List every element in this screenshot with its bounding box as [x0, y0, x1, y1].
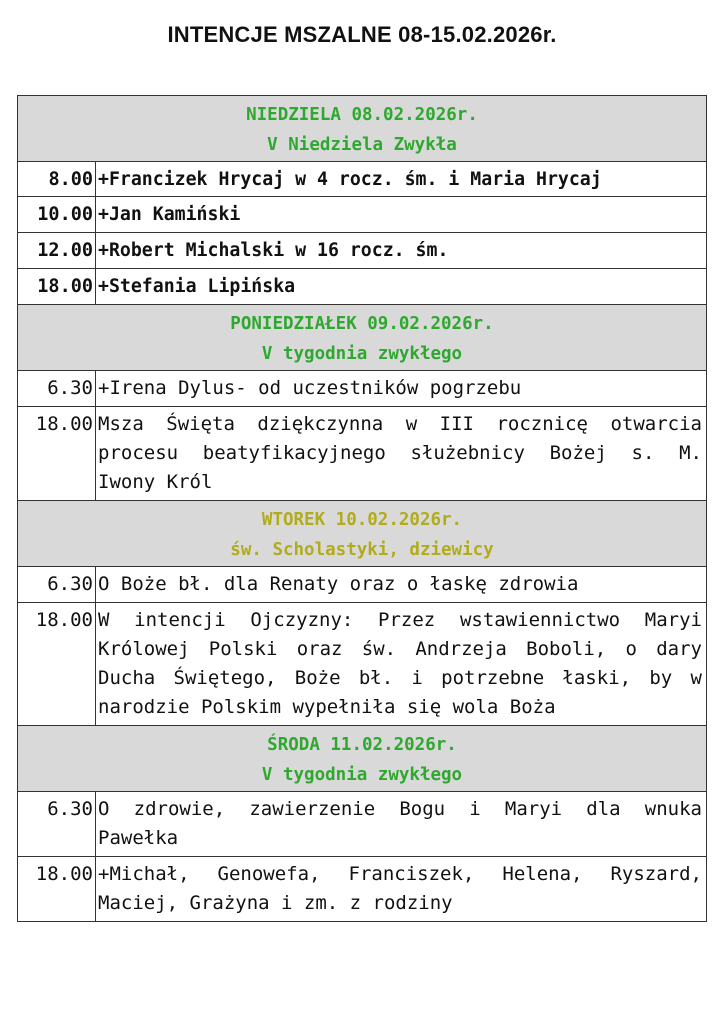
day-subtitle: V tygodnia zwykłego — [261, 765, 463, 785]
intention-row — [18, 857, 707, 922]
mass-time: 18.00 — [18, 603, 96, 726]
day-header-row — [18, 305, 707, 371]
intention-text: O Boże bł. dla Renaty oraz o łaskę zdrowia — [96, 567, 707, 603]
day-title: PONIEDZIAŁEK 09.02.2026r. — [230, 314, 494, 334]
intention-row — [18, 197, 707, 233]
mass-time: 6.30 — [18, 792, 96, 857]
mass-time: 18.00 — [18, 269, 96, 305]
day-subtitle: św. Scholastyki, dziewicy — [230, 540, 494, 560]
mass-time: 8.00 — [18, 162, 96, 197]
mass-time: 18.00 — [18, 857, 96, 922]
intention-row — [18, 792, 707, 857]
day-header-row — [18, 726, 707, 792]
day-header-cell — [18, 726, 707, 792]
intention-text: W intencji Ojczyzny: Przez wstawiennictwo Maryi Królowej Polski oraz św. Andrzeja Boboli, o dary Ducha Świętego, Boże bł. i potrzebne łaski, by w narodzie Polskim wypełniła się wola Boża — [96, 603, 707, 726]
day-title: NIEDZIELA 08.02.2026r. — [246, 105, 478, 125]
intention-row — [18, 269, 707, 305]
intention-text: +Robert Michalski w 16 rocz. śm. — [96, 233, 707, 269]
day-header-row — [18, 501, 707, 567]
day-subtitle: V tygodnia zwykłego — [261, 344, 463, 364]
day-header-cell — [18, 96, 707, 162]
day-subtitle: V Niedziela Zwykła — [267, 135, 457, 155]
intention-text: O zdrowie, zawierzenie Bogu i Maryi dla wnuka Pawełka — [96, 792, 707, 857]
intention-text: +Stefania Lipińska — [96, 269, 707, 305]
intention-row — [18, 567, 707, 603]
mass-time: 12.00 — [18, 233, 96, 269]
mass-time: 10.00 — [18, 197, 96, 233]
intention-text: +Francizek Hrycaj w 4 rocz. śm. i Maria Hrycaj — [96, 162, 707, 197]
mass-intentions-table — [17, 95, 707, 922]
intention-text: +Michał, Genowefa, Franciszek, Helena, Ryszard, Maciej, Grażyna i zm. z rodziny — [96, 857, 707, 922]
day-title: ŚRODA 11.02.2026r. — [267, 735, 457, 755]
day-header-row — [18, 96, 707, 162]
intention-row — [18, 603, 707, 726]
mass-time: 6.30 — [18, 567, 96, 603]
mass-time: 18.00 — [18, 407, 96, 501]
intention-text: +Irena Dylus- od uczestników pogrzebu — [96, 371, 707, 407]
intention-text: Msza Święta dziękczynna w III rocznicę otwarcia procesu beatyfikacyjnego służebnicy Bożej s. M. Iwony Król — [96, 407, 707, 501]
day-title: WTOREK 10.02.2026r. — [261, 510, 463, 530]
intention-text: +Jan Kamiński — [96, 197, 707, 233]
intention-row — [18, 233, 707, 269]
page-title: INTENCJE MSZALNE 08-15.02.2026r. — [167, 22, 557, 47]
intention-row — [18, 371, 707, 407]
intention-row — [18, 162, 707, 197]
day-header-cell — [18, 305, 707, 371]
intention-row — [18, 407, 707, 501]
mass-time: 6.30 — [18, 371, 96, 407]
day-header-cell — [18, 501, 707, 567]
